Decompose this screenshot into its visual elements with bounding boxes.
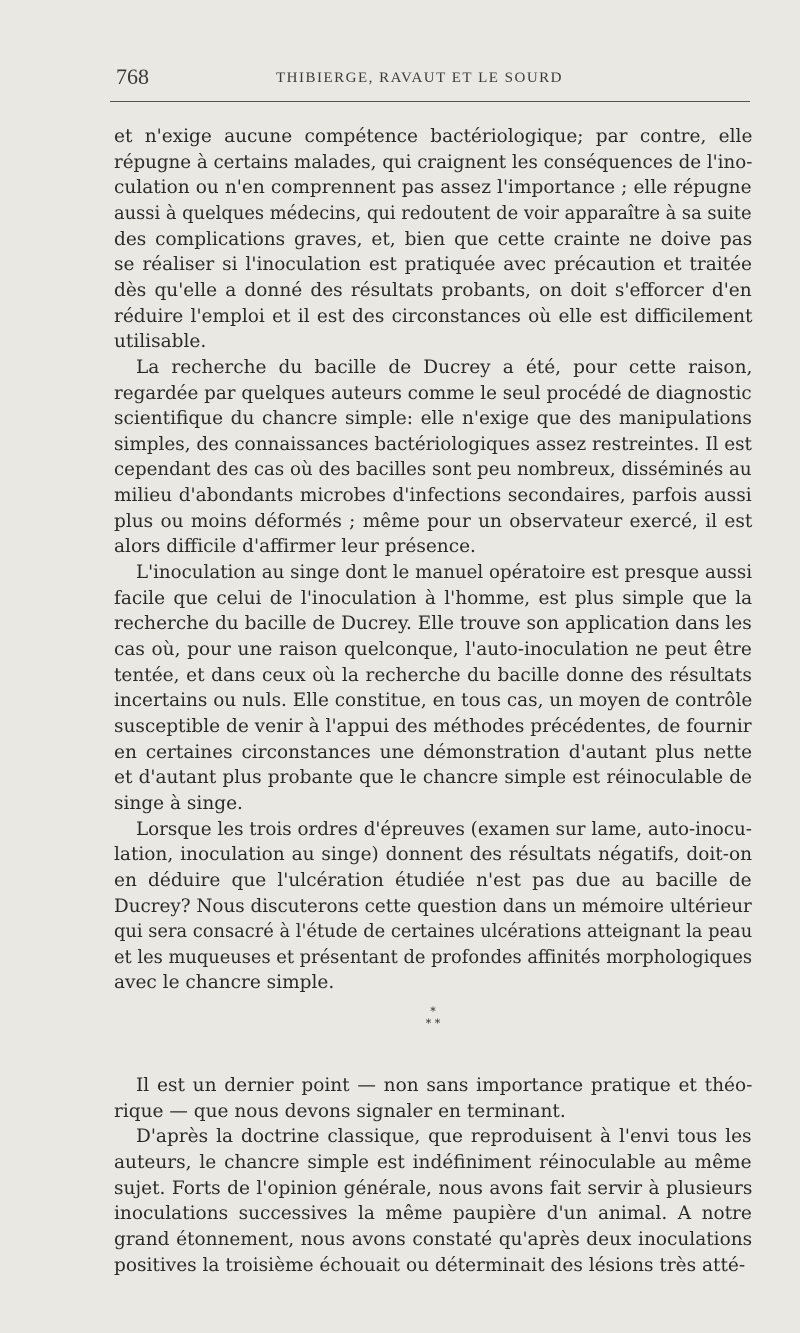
text-line: Lorsque les trois ordres d'épreuves (examen sur lame, auto-inocu- [136,818,752,840]
header-rule [110,101,750,102]
text-line: susceptible de venir à l'appui des méthodes précédentes, de fournir [114,715,752,737]
running-head: THIBIERGE, RAVAUT ET LE SOURD [276,70,563,86]
text-line: dès qu'elle a donné des résultats probants, on doit s'efforcer d'en [114,279,752,301]
text-line: La recherche du bacille de Ducrey a été, pour cette raison, [136,356,753,378]
text-line: inoculations successives la même paupière d'un animal. A notre [114,1203,752,1225]
text-line: réduire l'emploi et il est des circonstances où elle est difficilement [114,305,753,327]
text-line: aussi à quelques médecins, qui redoutent de voir apparaître à sa suite [114,202,752,224]
text-line: positives la troisième échouait ou déterminait des lésions très atté- [114,1254,746,1276]
text-line: incertains ou nuls. Elle constitue, en tous cas, un moyen de contrôle [114,690,753,712]
text-line: utilisable. [114,331,207,353]
text-line: simples, des connaissances bactériologiques assez restreintes. Il est [114,433,752,455]
text-line: tentée, et dans ceux où la recherche du bacille donne des résultats [114,664,752,686]
text-line: facile que celui de l'inoculation à l'homme, est plus simple que la [114,587,753,609]
text-line: Il est un dernier point — non sans importance pratique et théo- [136,1075,753,1097]
text-line: grand étonnement, nous avons constaté qu'après deux inoculations [114,1228,753,1250]
text-line: sujet. Forts de l'opinion générale, nous avons fait servir à plusieurs [114,1177,753,1199]
text-line: cependant des cas où des bacilles sont peu nombreux, disséminés au [114,459,752,481]
text-line: milieu d'abondants microbes d'infections secondaires, parfois aussi [114,485,752,507]
section-separator-bottom: * * [425,1017,441,1031]
text-line: scientifique du chancre simple: elle n'exige que des manipulations [114,408,752,430]
section-separator-top: * [430,1005,436,1019]
text-line: avec le chancre simple. [114,972,335,994]
text-line: lation, inoculation au singe) donnent des résultats négatifs, doit-on [114,844,752,866]
text-line: plus ou moins déformés ; même pour un observateur exercé, il est [114,510,753,532]
text-line: en déduire que l'ulcération étudiée n'est pas due au bacille de [114,869,752,891]
page-number: 768 [116,64,149,89]
text-line: singe à singe. [114,792,243,814]
text-line: auteurs, le chancre simple est indéfiniment réinoculable au même [114,1152,752,1173]
text-line: en certaines circonstances une démonstration d'autant plus nette [114,741,753,763]
text-line: cas où, pour une raison quelconque, l'auto-inoculation ne peut être [114,639,752,660]
text-line: et n'exige aucune compétence bactériologique; par contre, elle [114,126,753,147]
page-header [116,64,756,94]
text-line: culation ou n'en comprennent pas assez l'importance ; elle répugne [114,177,752,199]
text-line: des complications graves, et, bien que cette crainte ne doive pas [114,228,753,250]
text-line: rique — que nous devons signaler en terminant. [114,1100,566,1122]
text-line: se réaliser si l'inoculation est pratiquée avec précaution et traitée [114,254,752,276]
text-line: regardée par quelques auteurs comme le seul procédé de diagnostic [114,382,752,404]
text-line: qui sera consacré à l'étude de certaines ulcérations atteignant la peau [114,921,753,943]
text-line: Ducrey? Nous discuterons cette question dans un mémoire ultérieur [114,895,752,917]
text-line: D'après la doctrine classique, que reproduisent à l'envi tous les [136,1126,752,1148]
text-line: L'inoculation au singe dont le manuel opératoire est presque aussi [136,562,753,584]
text-line: recherche du bacille de Ducrey. Elle trouve son application dans les [114,613,752,635]
text-line: répugne à certains malades, qui craignent les conséquences de l'ino- [114,151,753,173]
text-line: et d'autant plus probante que le chancre simple est réinoculable de [114,767,752,789]
text-line: alors difficile d'affirmer leur présence. [114,536,476,558]
text-line: et les muqueuses et présentant de profondes affinités morphologiques [114,946,753,968]
